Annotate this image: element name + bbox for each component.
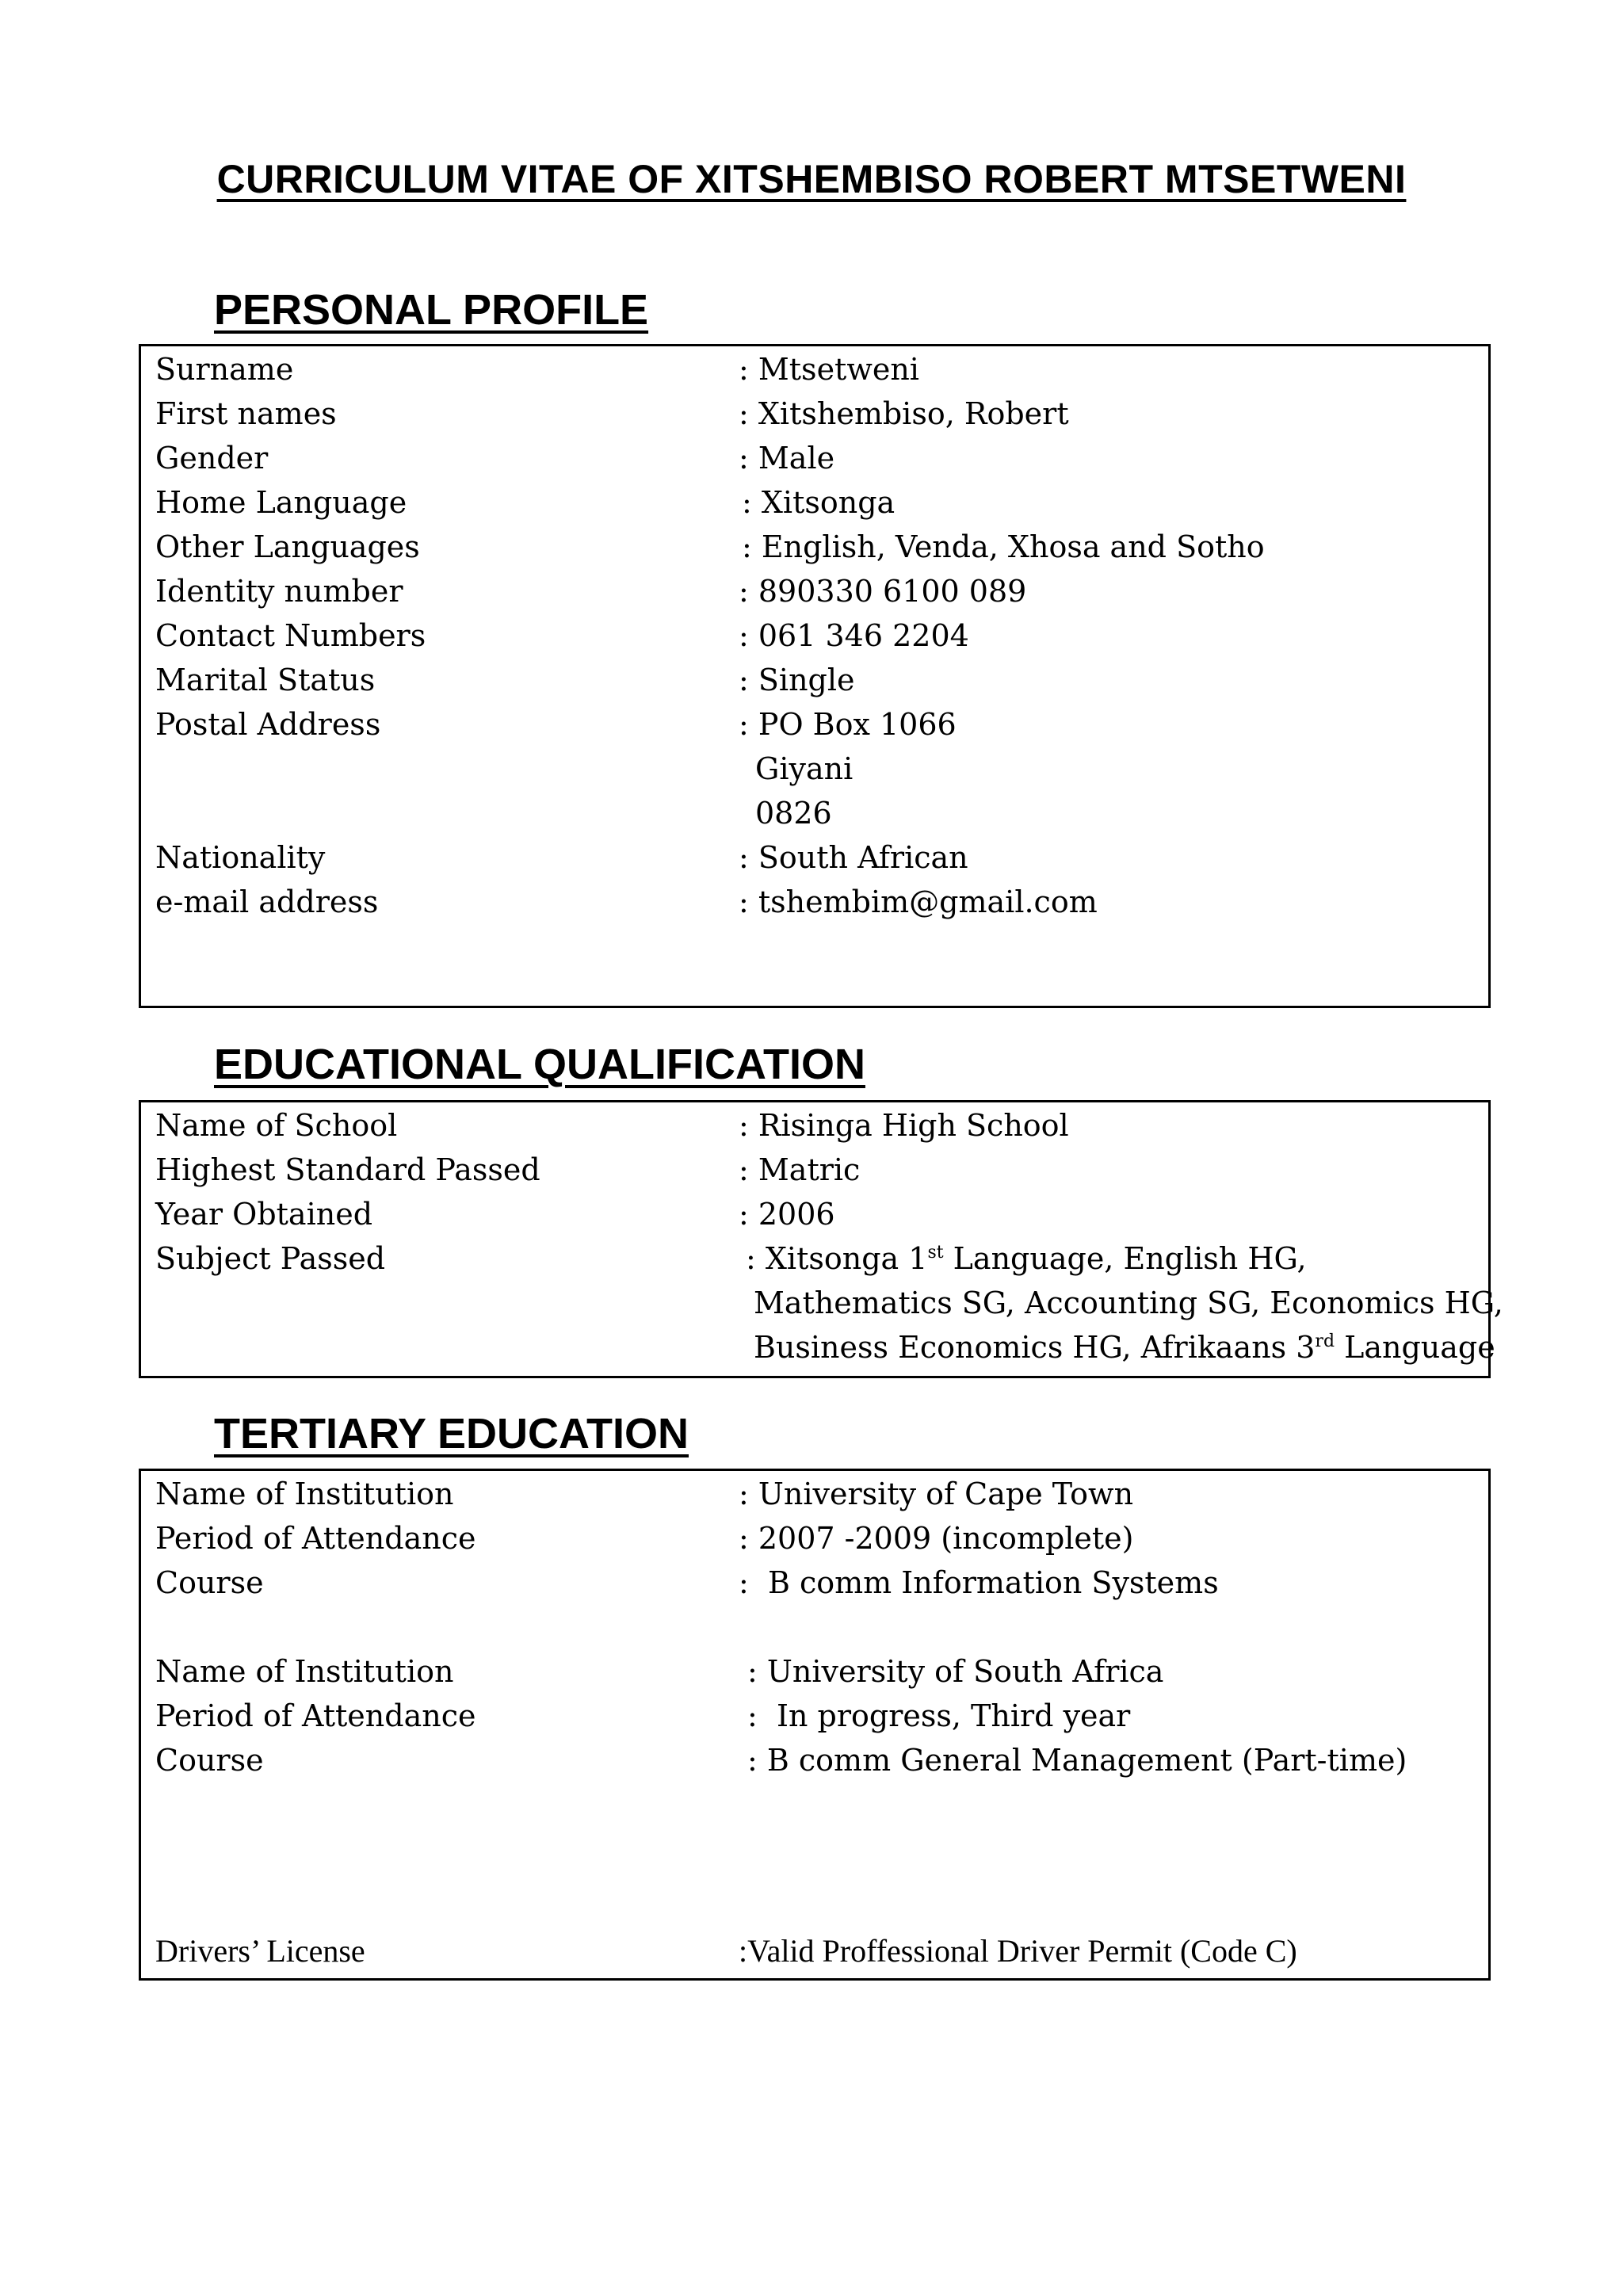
subjects-line2: Mathematics SG, Accounting SG, Economics HG, — [754, 1286, 1503, 1320]
home-language-value: : Xitsonga — [742, 485, 896, 520]
unisa-course-label: Course — [155, 1743, 264, 1778]
contact-numbers-label: Contact Numbers — [155, 618, 426, 653]
subjects-label: Subject Passed — [155, 1241, 386, 1276]
email-value: : tshembim@gmail.com — [739, 884, 1098, 919]
unisa-institution-value: : University of South Africa — [747, 1654, 1164, 1689]
other-languages-label: Other Languages — [155, 529, 420, 564]
year-obtained-value: : 2006 — [739, 1197, 835, 1232]
school-label: Name of School — [155, 1108, 398, 1143]
home-language-label: Home Language — [155, 485, 407, 520]
drivers-license-label: Drivers’ License — [155, 1933, 365, 1969]
other-languages-value: : English, Venda, Xhosa and Sotho — [742, 529, 1265, 564]
identity-number-label: Identity number — [155, 574, 403, 609]
unisa-period-value: : In progress, Third year — [747, 1698, 1131, 1733]
uct-period-value: : 2007 -2009 (incomplete) — [739, 1521, 1134, 1556]
uct-institution-value: : University of Cape Town — [739, 1477, 1134, 1511]
document-title: CURRICULUM VITAE OF XITSHEMBISO ROBERT MTSETWENI — [216, 157, 1407, 201]
highest-standard-label: Highest Standard Passed — [155, 1152, 540, 1187]
postal-address-line3: 0826 — [755, 796, 832, 831]
uct-course-value: : B comm Information Systems — [739, 1565, 1219, 1600]
postal-address-line2: Giyani — [755, 751, 854, 786]
highest-standard-value: : Matric — [739, 1152, 861, 1187]
tertiary-education-heading: TERTIARY EDUCATION — [214, 1410, 689, 1457]
postal-address-value: : PO Box 1066 — [739, 707, 957, 742]
educational-qualification-heading: EDUCATIONAL QUALIFICATION — [214, 1041, 865, 1088]
identity-number-value: : 890330 6100 089 — [739, 574, 1027, 609]
nationality-label: Nationality — [155, 840, 326, 875]
personal-profile-heading: PERSONAL PROFILE — [214, 286, 649, 334]
email-label: e-mail address — [155, 884, 379, 919]
marital-status-value: : Single — [739, 663, 855, 697]
gender-value: : Male — [739, 441, 835, 476]
personal-profile-box — [139, 344, 1491, 1008]
nationality-value: : South African — [739, 840, 968, 875]
subjects-line1: : Xitsonga 1st Language, English HG, — [746, 1241, 1307, 1276]
subjects-line3: Business Economics HG, Afrikaans 3rd Language — [754, 1330, 1495, 1365]
unisa-period-label: Period of Attendance — [155, 1698, 476, 1733]
uct-period-label: Period of Attendance — [155, 1521, 476, 1556]
year-obtained-label: Year Obtained — [155, 1197, 373, 1232]
postal-address-label: Postal Address — [155, 707, 381, 742]
drivers-license-value: :Valid Proffessional Driver Permit (Code C) — [739, 1933, 1297, 1969]
unisa-institution-label: Name of Institution — [155, 1654, 454, 1689]
unisa-course-value: : B comm General Management (Part-time) — [747, 1743, 1407, 1778]
contact-numbers-value: : 061 346 2204 — [739, 618, 969, 653]
uct-course-label: Course — [155, 1565, 264, 1600]
marital-status-label: Marital Status — [155, 663, 376, 697]
surname-value: : Mtsetweni — [739, 352, 919, 387]
educational-qualification-box — [139, 1100, 1503, 1378]
first-names-label: First names — [155, 396, 337, 431]
gender-label: Gender — [155, 441, 269, 476]
tertiary-education-box — [139, 1469, 1491, 1981]
school-value: : Risinga High School — [739, 1108, 1069, 1143]
surname-label: Surname — [155, 352, 294, 387]
first-names-value: : Xitshembiso, Robert — [739, 396, 1069, 431]
uct-institution-label: Name of Institution — [155, 1477, 454, 1511]
